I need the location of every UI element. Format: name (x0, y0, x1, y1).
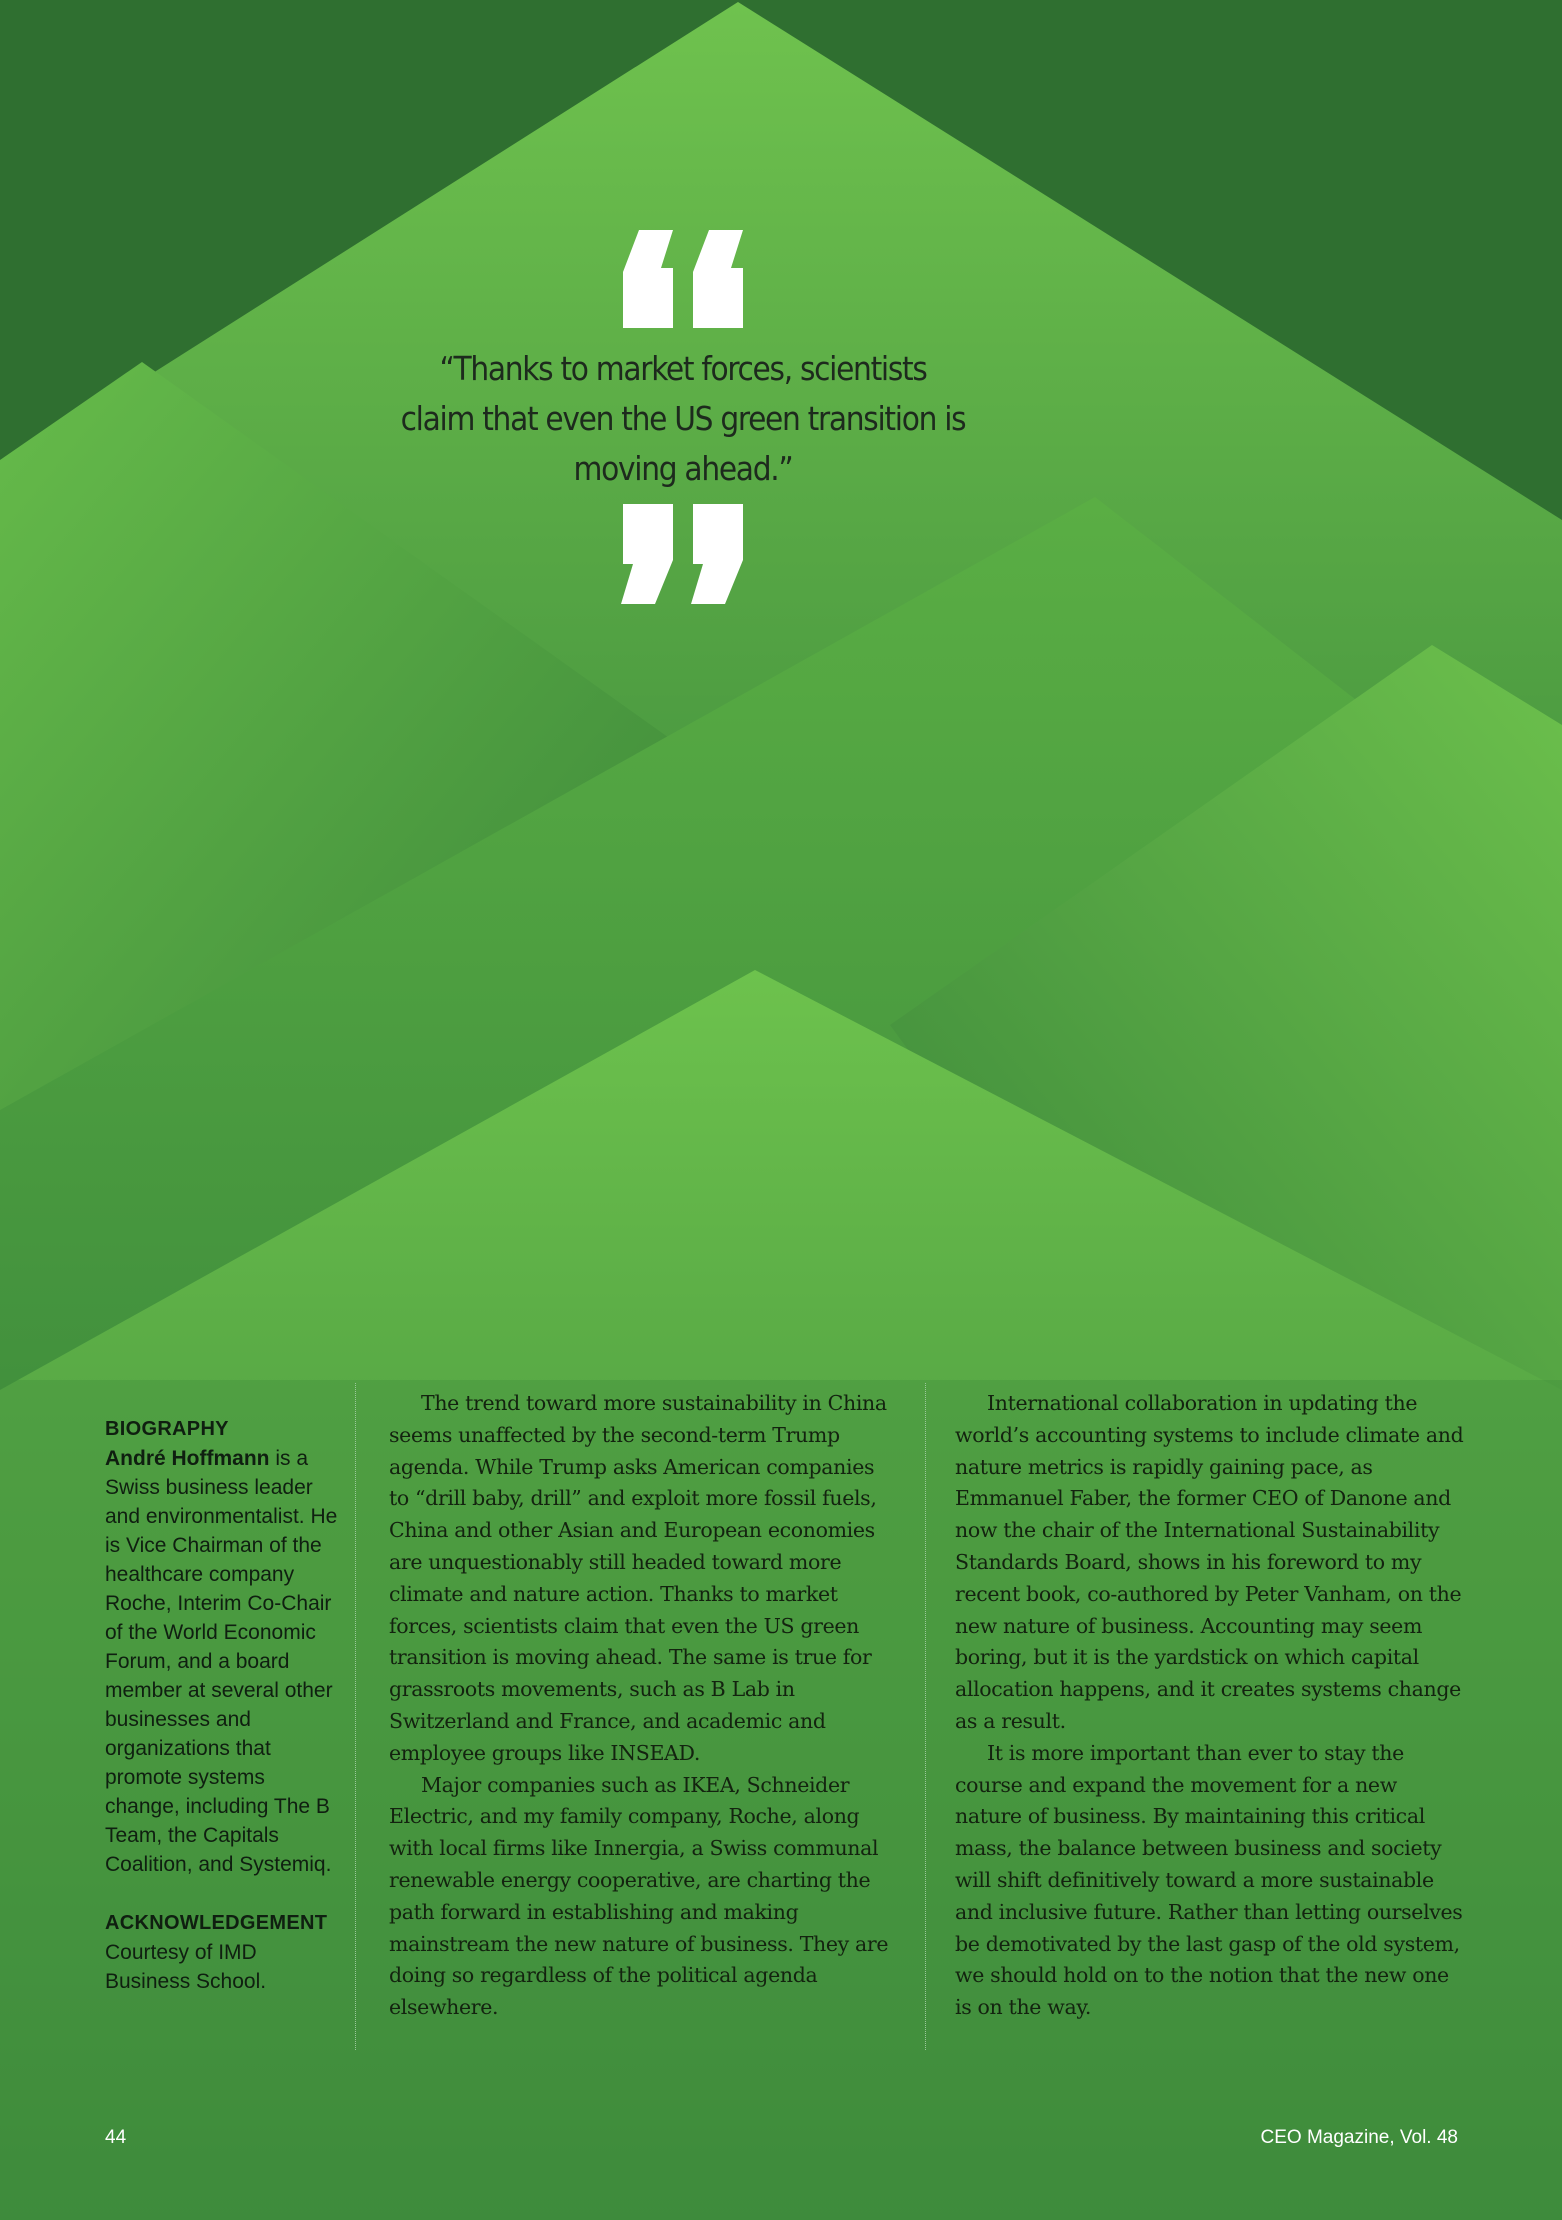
acknowledgement-text: Courtesy of IMD Business School. (105, 1941, 267, 1993)
paragraph: International collaboration in updating the world’s accounting systems to include climate and nature metrics is rapidly gaining pace, as Emmanuel Faber, the former CEO of Danone and now the chair of the International Sustainability Standards Board, shows in his foreword to my recent book, co-authored by Peter Vanham, on the new nature of business. Accounting may seem boring, but it is the yardstick on which capital allocation happens, and it creates systems change as a result. (955, 1391, 1464, 1733)
biography-body: is a Swiss business leader and environmentalist. He is Vice Chairman of the healthcare company Roche, Interim Co-Chair of the World Economic Forum, and a board member at several other businesses and organizations that promote systems change, including The B Team, the Capitals Coalition, and Systemiq. (105, 1447, 338, 1876)
sidebar (105, 1415, 345, 1996)
body-column-1 (389, 1388, 899, 2024)
page-number: 44 (105, 2127, 127, 2148)
close-quote-icon (621, 504, 745, 604)
acknowledgement-heading: ACKNOWLEDGEMENT (105, 1912, 328, 1934)
body-column-2 (955, 1388, 1465, 2024)
pull-quote (400, 230, 966, 604)
paragraph: Major companies such as IKEA, Schneider Electric, and my family company, Roche, along with local firms like Innergia, a Swiss communal renewable energy cooperative, are charting the path forward in establishing and making mainstream the new nature of business. They are doing so regardless of the political agenda elsewhere. (389, 1772, 889, 2020)
paragraph: The trend toward more sustainability in China seems unaffected by the second-term Trump agenda. While Trump asks American companies to “drill baby, drill” and exploit more fossil fuels, China and other Asian and European economies are unquestionably still headed toward more climate and nature action. Thanks to market forces, scientists claim that even the US green transition is moving ahead. The same is true for grassroots movements, such as B Lab in Switzerland and France, and academic and employee groups like INSEAD. (389, 1391, 887, 1765)
column-divider (925, 1383, 926, 2050)
pull-quote-text: “Thanks to market forces, scientists claim that even the US green transition is moving ahead.” (400, 349, 966, 488)
open-quote-icon (621, 230, 745, 330)
publication-name: CEO Magazine, Vol. 48 (1260, 2127, 1458, 2148)
column-divider (355, 1383, 356, 2050)
biography-text (105, 1444, 345, 1879)
paragraph: It is more important than ever to stay the course and expand the movement for a new nature of business. By maintaining this critical mass, the balance between business and society will shift definitively toward a more sustainable and inclusive future. Rather than letting ourselves be demotivated by the last gasp of the old system, we should hold on to the notion that the new one is on the way. (955, 1740, 1463, 2020)
biography-heading: BIOGRAPHY (105, 1418, 229, 1440)
author-name: André Hoffmann (105, 1447, 270, 1470)
